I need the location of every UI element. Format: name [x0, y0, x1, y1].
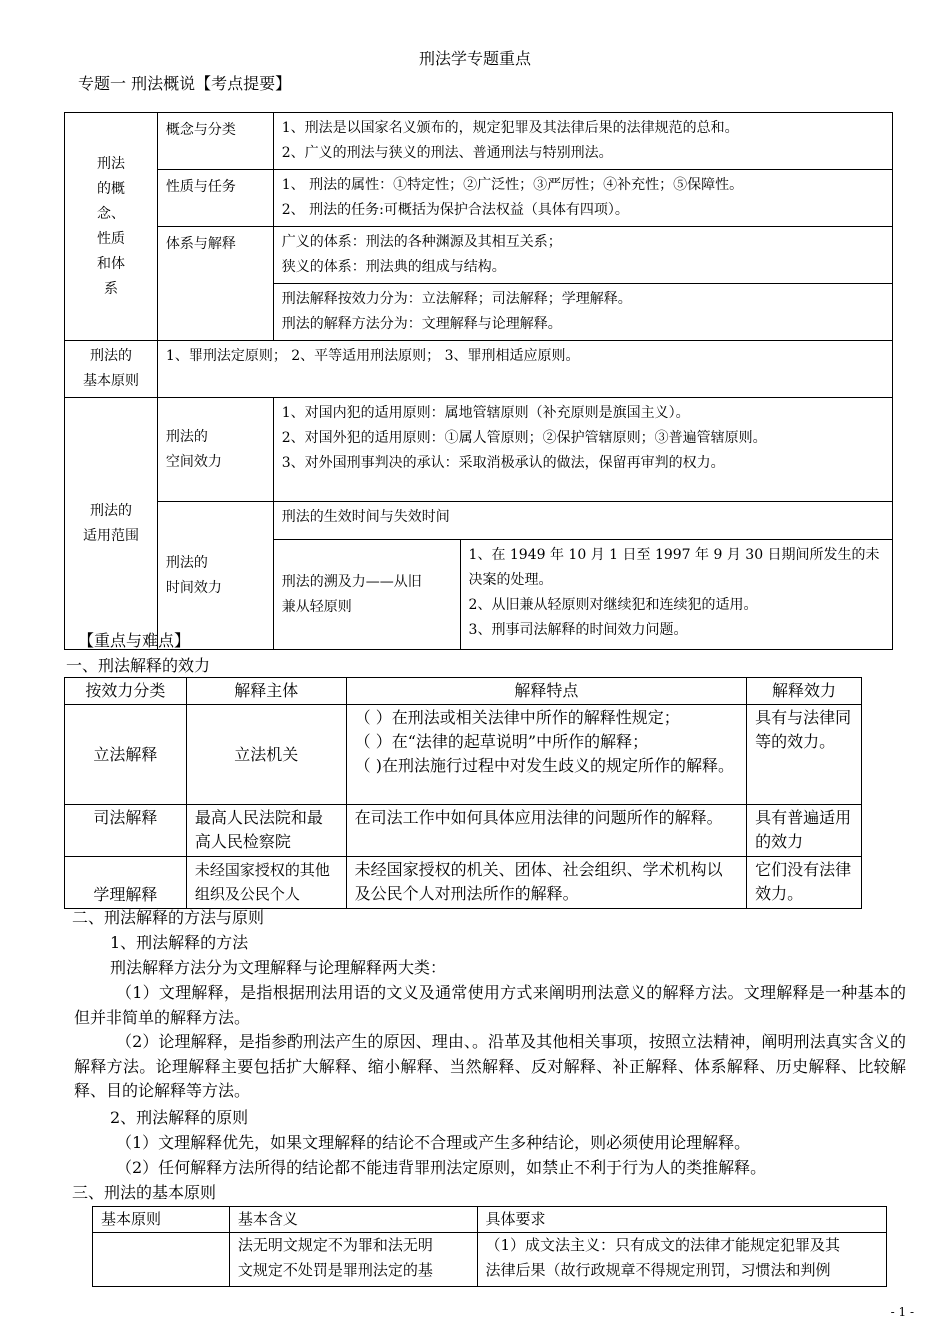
concept-content: 1、刑法是以国家名义颁布的，规定犯罪及其法律后果的法律规范的总和。 2、广义的刑法与狭义的刑法、普通刑法与特别刑法。 — [273, 113, 892, 170]
header-type: 按效力分类 — [65, 678, 187, 705]
space-effect-label: 刑法的 空间效力 — [157, 398, 273, 502]
header-requirements: 具体要求 — [477, 1207, 886, 1233]
interpretation-content: 刑法解释按效力分为：立法解释；司法解释；学理解释。 刑法的解释方法分为：文理解释与论理解释。 — [273, 284, 892, 341]
key-points-heading: 【重点与难点】 — [78, 631, 191, 650]
document-title: 刑法学专题重点 — [418, 49, 531, 68]
concept-label: 概念与分类 — [157, 113, 273, 170]
method-intro: 刑法解释方法分为文理解释与论理解释两大类： — [110, 958, 447, 977]
table-row: 司法解释 最高人民法院和最高人民检察院 在司法工作中如何具体应用法律的问题所作的解释。 具有普遍适用的效力 — [65, 805, 862, 857]
category-concept: 刑法 的概 念、 性质 和体 系 — [65, 113, 158, 341]
nature-label: 性质与任务 — [157, 170, 273, 227]
category-principles: 刑法的 基本原则 — [65, 341, 158, 398]
category-scope: 刑法的 适用范围 — [65, 398, 158, 650]
system-content: 广义的体系：刑法的各种渊源及其相互关系； 狭义的体系：刑法典的组成与结构。 — [273, 227, 892, 284]
header-features: 解释特点 — [346, 678, 746, 705]
table-row: 立法解释 立法机关 （ ）在刑法或相关法律中所作的解释性规定； （ ）在“法律的起草说明”中所作的解释； （ )在刑法施行过程中对发生歧义的规定所作的解释。 具有与法律同等的效力。 — [65, 705, 862, 805]
system-label: 体系与解释 — [157, 227, 273, 341]
time-effect-label: 刑法的 时间效力 — [157, 502, 273, 650]
principle-2: （2）任何解释方法所得的结论都不能违背罪刑法定原则，如禁止不利于行为人的类推解释。 — [116, 1158, 767, 1177]
retroactivity-content: 1、在 1949 年 10 月 1 日至 1997 年 9 月 30 日期间所发生的未决案的处理。 2、从旧兼从轻原则对继续犯和连续犯的适用。 3、刑事司法解释的时间效力问题。 — [460, 540, 892, 650]
time-effect-content: 刑法的生效时间与失效时间 — [273, 502, 892, 540]
method-subheading: 1、刑法解释的方法 — [110, 933, 249, 952]
interpretation-effect-table — [64, 677, 862, 909]
overview-table — [64, 112, 893, 650]
page-number: - 1 - — [890, 1305, 914, 1319]
table-row: 学理解释 未经国家授权的其他组织及公民个人 未经国家授权的机关、团体、社会组织、学术机构以及公民个人对刑法所作的解释。 它们没有法律效力。 — [65, 857, 862, 909]
header-effect: 解释效力 — [747, 678, 862, 705]
topic-heading: 专题一 刑法概说【考点提要】 — [78, 74, 292, 93]
table-row: 法无明文规定不为罪和法无明 文规定不处罚是罪刑法定的基 （1）成文法主义：只有成文的法律才能规定犯罪及其 法律后果（故行政规章不得规定刑罚，习惯法和判例 — [93, 1233, 887, 1287]
header-subject: 解释主体 — [186, 678, 346, 705]
header-principle: 基本原则 — [93, 1207, 230, 1233]
principle-1: （1）文理解释优先，如果文理解释的结论不合理或产生多种结论，则必须使用论理解释。 — [116, 1133, 751, 1152]
principles-content: 1、罪刑法定原则； 2、平等适用刑法原则； 3、罪刑相适应原则。 — [157, 341, 892, 398]
header-meaning: 基本含义 — [229, 1207, 477, 1233]
principle-subheading: 2、刑法解释的原则 — [110, 1108, 249, 1127]
nature-content: 1、 刑法的属性：①特定性；②广泛性；③严厉性；④补充性；⑤保障性。 2、 刑法的任务:可概括为保护合法权益（具体有四项）。 — [273, 170, 892, 227]
literal-interpretation-paragraph: （1）文理解释，是指根据刑法用语的文义及通常使用方式来阐明刑法意义的解释方法。文理解释是一种基本的但并非简单的解释方法。 — [74, 983, 906, 1027]
retroactivity-label: 刑法的溯及力——从旧 兼从轻原则 — [273, 540, 460, 650]
section3-heading: 三、刑法的基本原则 — [72, 1183, 217, 1202]
logical-interpretation-paragraph: （2）论理解释，是指参酌刑法产生的原因、理由、。沿革及其他相关事项，按照立法精神，阐明刑法真实含义的解释方法。论理解释主要包括扩大解释、缩小解释、当然解释、反对解释、补正解释、体系解释、历史解释、比较解释、目的论解释等方法。 — [74, 1032, 906, 1100]
basic-principles-table — [92, 1206, 887, 1287]
space-effect-content: 1、对国内犯的适用原则：属地管辖原则（补充原则是旗国主义）。 2、对国外犯的适用原则：①属人管原则；②保护管辖原则；③普遍管辖原则。 3、对外国刑事判决的承认：采取消极承认的做法，保留再审判的权力。 — [273, 398, 892, 502]
section2-heading: 二、刑法解释的方法与原则 — [72, 908, 265, 927]
section1-heading: 一、刑法解释的效力 — [66, 656, 211, 675]
